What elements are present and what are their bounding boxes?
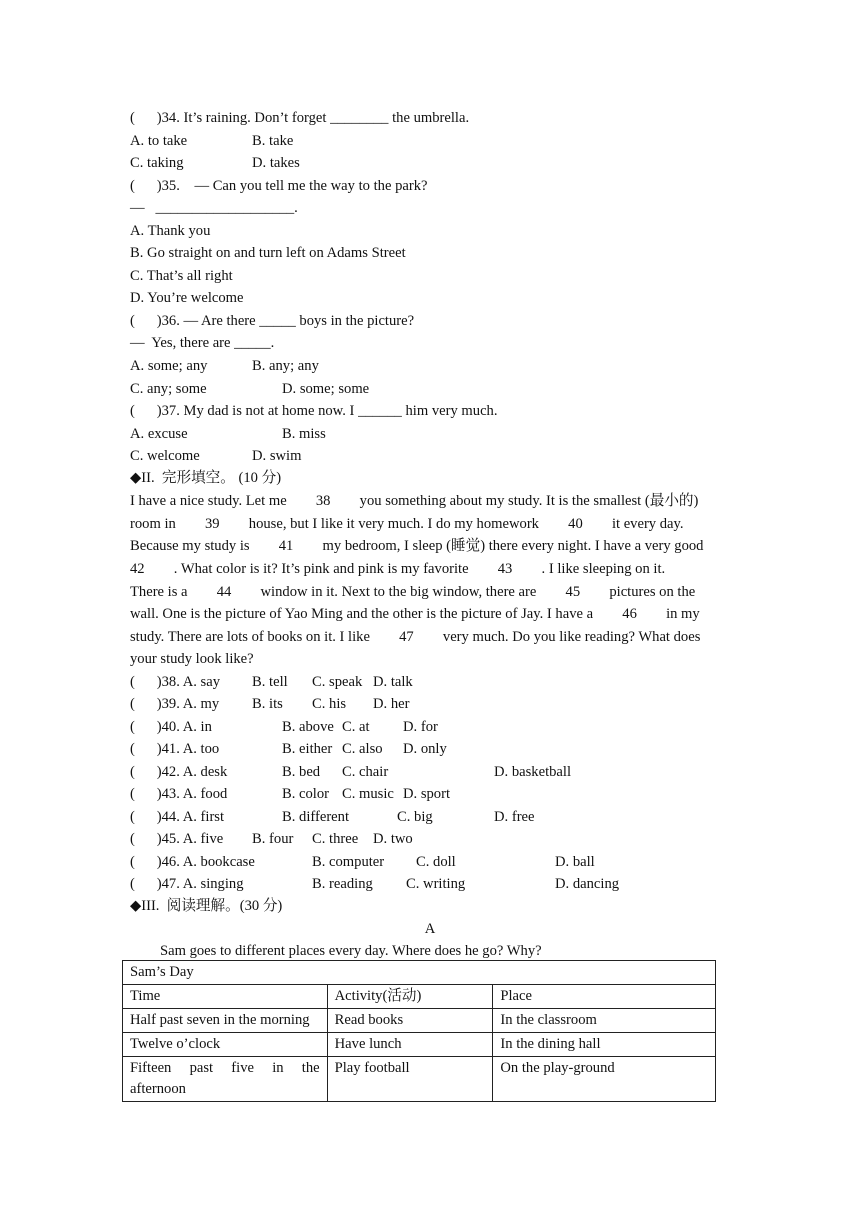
q37-option-a: A. excuse [130,426,188,442]
q36-option-c: C. any; some [130,381,207,397]
cloze-item-44-c: C. big [397,809,433,825]
cloze-item-47-d: D. dancing [555,876,620,892]
cloze-item-45-d: D. two [373,831,413,847]
q35-option-c: C. That’s all right [130,268,233,284]
cloze-item-45-b: B. four [252,831,294,847]
cloze-passage-line: Because my study is 41 my bedroom, I sleep (睡觉) there every night. I have a very good [130,538,704,554]
table-title-row [123,961,716,985]
cloze-item-47-b: B. reading [312,876,373,892]
cloze-item-47: ( )47. A. singing [130,876,244,892]
cloze-item-38-d: D. talk [373,674,413,690]
cloze-passage-line: room in 39 house, but I like it very much. I do my homework 40 it every day. [130,516,684,532]
q34-option-c: C. taking [130,155,184,171]
question-34-stem: ( )34. It’s raining. Don’t forget ________ the umbrella. [130,110,470,126]
cloze-item-42-b: B. bed [282,764,321,780]
table-cell: Half past seven in the morning [123,1009,328,1033]
cloze-item-46-b: B. computer [312,854,385,870]
question-36-answer-line: — Yes, there are _____. [130,335,275,351]
cloze-item-46: ( )46. A. bookcase [130,854,255,870]
cloze-passage-line: your study look like? [130,651,254,667]
cloze-passage-line: There is a 44 window in it. Next to the big window, there are 45 pictures on the [130,584,696,600]
table-cell: Play football [327,1057,493,1102]
table-header-row [123,985,716,1009]
table-cell: Have lunch [327,1033,493,1057]
question-36-stem: ( )36. — Are there _____ boys in the picture? [130,313,415,329]
table-row [123,1033,716,1057]
cloze-item-40-d: D. for [403,719,438,735]
q37-option-c: C. welcome [130,448,200,464]
cloze-item-38-b: B. tell [252,674,288,690]
cloze-item-43: ( )43. A. food [130,786,228,802]
cloze-item-44-b: B. different [282,809,350,825]
header-activity: Activity(活动) [327,985,493,1009]
cloze-item-41-d: D. only [403,741,447,757]
cloze-item-43-b: B. color [282,786,330,802]
cloze-item-42-d: D. basketball [494,764,572,780]
cloze-item-39-c: C. his [312,696,347,712]
cloze-item-39-d: D. her [373,696,410,712]
table-title: Sam’s Day [123,961,716,985]
cloze-item-40-b: B. above [282,719,334,735]
cloze-item-45-c: C. three [312,831,359,847]
cloze-item-41-c: C. also [342,741,383,757]
cloze-item-41-b: B. either [282,741,333,757]
cloze-item-46-c: C. doll [416,854,456,870]
table-cell: Twelve o’clock [123,1033,328,1057]
question-35-answer-line: — ___________________. [130,200,298,216]
q36-option-b: B. any; any [252,358,319,374]
q35-option-a: A. Thank you [130,223,211,239]
section-2-heading: ◆II. 完形填空。 (10 分) [130,470,282,486]
cloze-item-41: ( )41. A. too [130,741,220,757]
table-cell: Fifteen past five in the afternoon [123,1057,328,1102]
cloze-item-44: ( )44. A. first [130,809,225,825]
schedule-table [122,960,716,1102]
cloze-passage-line: I have a nice study. Let me 38 you something about my study. It is the smallest (最小的) [130,493,699,509]
cloze-item-39-b: B. its [252,696,283,712]
q34-option-d: D. takes [252,155,300,171]
cloze-passage-line: study. There are lots of books on it. I like 47 very much. Do you like reading? What does [130,629,701,645]
header-time: Time [123,985,328,1009]
q35-option-b: B. Go straight on and turn left on Adams Street [130,245,406,261]
cloze-passage-line: wall. One is the picture of Yao Ming and the other is the picture of Jay. I have a 46 in my [130,606,700,622]
cloze-item-42: ( )42. A. desk [130,764,228,780]
table-cell: On the play-ground [493,1057,716,1102]
cloze-item-45: ( )45. A. five [130,831,224,847]
question-35-stem: ( )35. — Can you tell me the way to the park? [130,178,428,194]
table-row [123,1009,716,1033]
table-cell: Read books [327,1009,493,1033]
q37-option-b: B. miss [282,426,326,442]
section-3-heading: ◆III. 阅读理解。(30 分) [130,898,283,914]
cloze-item-39: ( )39. A. my [130,696,220,712]
table-cell: In the dining hall [493,1033,716,1057]
q36-option-d: D. some; some [282,381,370,397]
cloze-item-42-c: C. chair [342,764,389,780]
cloze-passage-line: 42 . What color is it? It’s pink and pink is my favorite 43 . I like sleeping on it. [130,561,666,577]
q34-option-b: B. take [252,133,294,149]
table-row [123,1057,716,1102]
cloze-item-43-d: D. sport [403,786,451,802]
cloze-item-40-c: C. at [342,719,370,735]
cloze-item-43-c: C. music [342,786,394,802]
cloze-item-38: ( )38. A. say [130,674,220,690]
cloze-item-46-d: D. ball [555,854,595,870]
q34-option-a: A. to take [130,133,188,149]
question-37-stem: ( )37. My dad is not at home now. I ______ him very much. [130,403,498,419]
q35-option-d: D. You’re welcome [130,290,244,306]
q36-option-a: A. some; any [130,358,208,374]
q37-option-d: D. swim [252,448,302,464]
table-cell: In the classroom [493,1009,716,1033]
cloze-item-47-c: C. writing [406,876,466,892]
reading-intro: Sam goes to different places every day. Where does he go? Why? [160,943,542,959]
header-place: Place [493,985,716,1009]
reading-part-label: A [424,921,436,937]
cloze-item-38-c: C. speak [312,674,363,690]
cloze-item-40: ( )40. A. in [130,719,212,735]
cloze-item-44-d: D. free [494,809,535,825]
